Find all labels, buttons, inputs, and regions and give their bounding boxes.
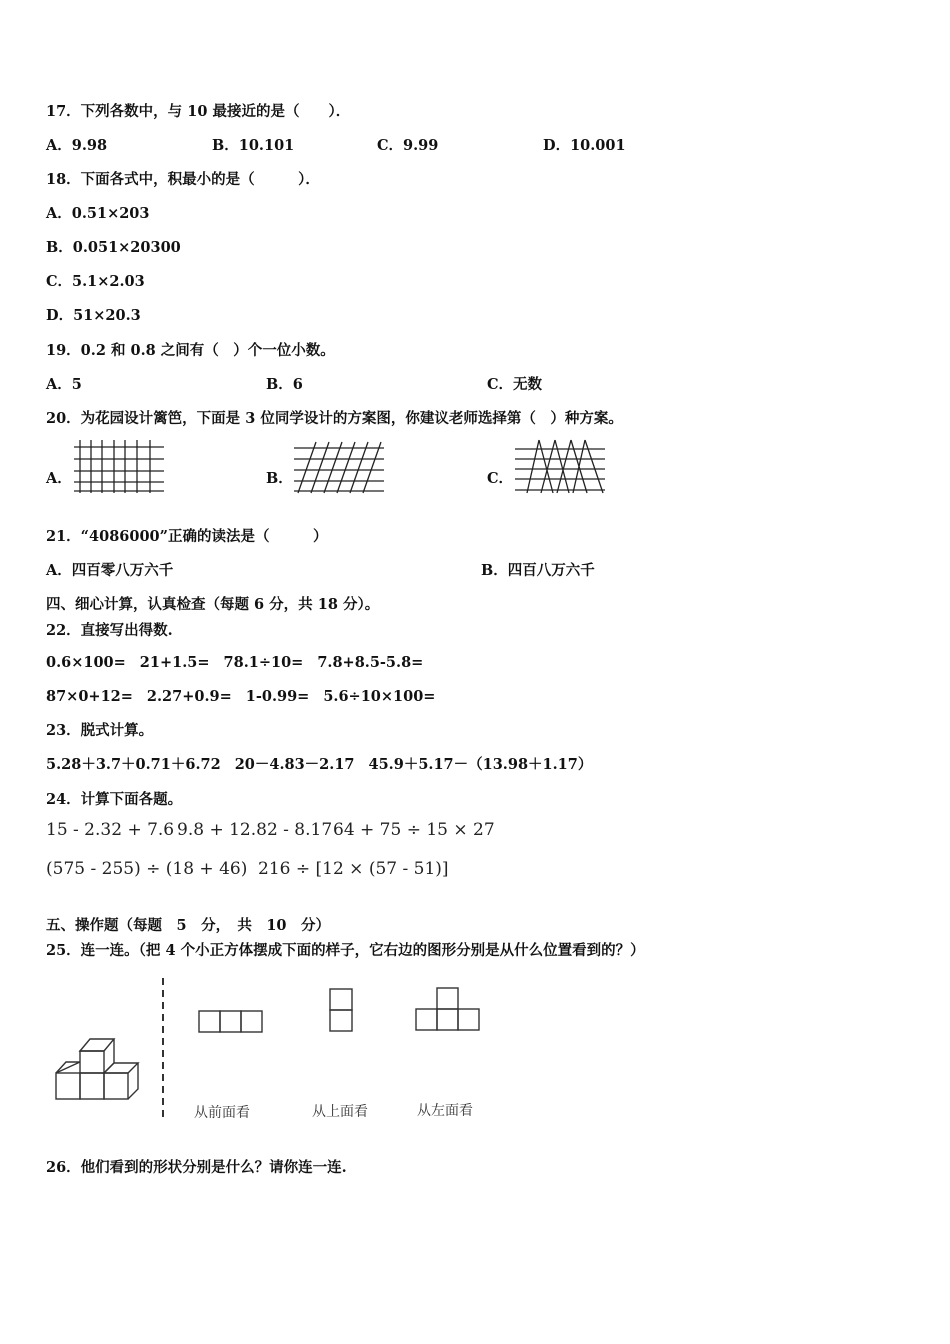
- q19-option-a[interactable]: A．5: [46, 376, 82, 393]
- q24-expr-2: 9.8 + 12.82 - 8.17: [177, 820, 333, 840]
- section-5-heading: 五、操作题（每题 5 分， 共 10 分）: [46, 917, 331, 934]
- q17-stem: 17．下列各数中，与 10 最接近的是（ ）．: [46, 103, 351, 120]
- section-4-heading: 四、细心计算，认真检查（每题 6 分，共 18 分）。: [46, 596, 380, 613]
- cube-stack-figure: [52, 1033, 152, 1103]
- caption-top-view: 从上面看: [312, 1104, 368, 1120]
- q23-stem: 23．脱式计算。: [46, 722, 154, 739]
- q24-expr-4: (575 - 255) ÷ (18 + 46): [46, 859, 248, 879]
- q22-row-1: [46, 653, 437, 673]
- q25-stem: 25．连一连。（把 4 个小正方体摆成下面的样子，它右边的图形分别是从什么位置看到的？）: [46, 942, 645, 959]
- q18-option-a[interactable]: A．0.51×203: [46, 205, 150, 222]
- q18-stem: 18．下面各式中，积最小的是（ ）．: [46, 171, 320, 188]
- q21-stem: 21．“4086000”正确的读法是（ ）: [46, 528, 328, 545]
- q20-stem: 20．为花园设计篱笆，下面是 3 位同学设计的方案图，你建议老师选择第（ ）种方案。: [46, 410, 623, 427]
- q22-expr: 87×0+12=: [46, 688, 133, 705]
- q17-option-a[interactable]: A．9.98: [46, 137, 108, 154]
- q22-expr: 0.6×100=: [46, 654, 126, 671]
- q23-row: [46, 755, 606, 775]
- q18-option-c[interactable]: C．5.1×2.03: [46, 273, 145, 290]
- fence-a-figure: [74, 440, 166, 494]
- q22-expr: 78.1÷10=: [223, 654, 304, 671]
- q21-option-a[interactable]: A．四百零八万六千: [46, 562, 174, 579]
- q22-expr: 21+1.5=: [139, 654, 210, 671]
- fence-b-figure: [294, 442, 386, 494]
- q22-expr: 1-0.99=: [245, 688, 310, 705]
- q19-stem: 19．0.2 和 0.8 之间有（ ）个一位小数。: [46, 342, 335, 359]
- q20-option-a[interactable]: A．: [46, 470, 72, 487]
- caption-left-view: 从左面看: [417, 1103, 473, 1119]
- top-view-figure: [329, 988, 355, 1034]
- q20-option-c[interactable]: C．: [487, 470, 514, 487]
- q22-expr: 5.6÷10×100=: [323, 688, 436, 705]
- left-view-figure: [414, 987, 484, 1033]
- caption-front-view: 从前面看: [194, 1105, 250, 1121]
- q22-stem: 22．直接写出得数.: [46, 622, 173, 639]
- q17-option-b[interactable]: B．10.101: [212, 137, 295, 154]
- fence-c-figure: [515, 440, 607, 494]
- q24-expr-5: 216 ÷ [12 × (57 - 51)]: [258, 859, 449, 879]
- q26-stem: 26．他们看到的形状分别是什么？请你连一连.: [46, 1159, 347, 1176]
- dashed-separator: [160, 978, 166, 1120]
- q22-expr: 2.27+0.9=: [146, 688, 232, 705]
- q23-expr: 5.28＋3.7＋0.71＋6.72: [46, 756, 221, 773]
- q23-expr: 20－4.83－2.17: [234, 756, 355, 773]
- q19-option-c[interactable]: C．无数: [487, 376, 543, 393]
- q19-option-b[interactable]: B．6: [266, 376, 303, 393]
- q20-option-b[interactable]: B．: [266, 470, 293, 487]
- q22-row-2: [46, 687, 449, 707]
- q23-expr: 45.9＋5.17－（13.98＋1.17）: [368, 756, 593, 773]
- q24-expr-3: 64 + 75 ÷ 15 × 27: [333, 820, 495, 840]
- q24-stem: 24．计算下面各题。: [46, 791, 183, 808]
- q21-option-b[interactable]: B．四百八万六千: [481, 562, 595, 579]
- q18-option-d[interactable]: D．51×20.3: [46, 307, 141, 324]
- front-view-figure: [198, 1010, 266, 1034]
- q17-option-d[interactable]: D．10.001: [543, 137, 626, 154]
- q22-expr: 7.8+8.5-5.8=: [317, 654, 424, 671]
- q18-option-b[interactable]: B．0.051×20300: [46, 239, 181, 256]
- q17-option-c[interactable]: C．9.99: [377, 137, 439, 154]
- q24-expr-1: 15 - 2.32 + 7.6: [46, 820, 175, 840]
